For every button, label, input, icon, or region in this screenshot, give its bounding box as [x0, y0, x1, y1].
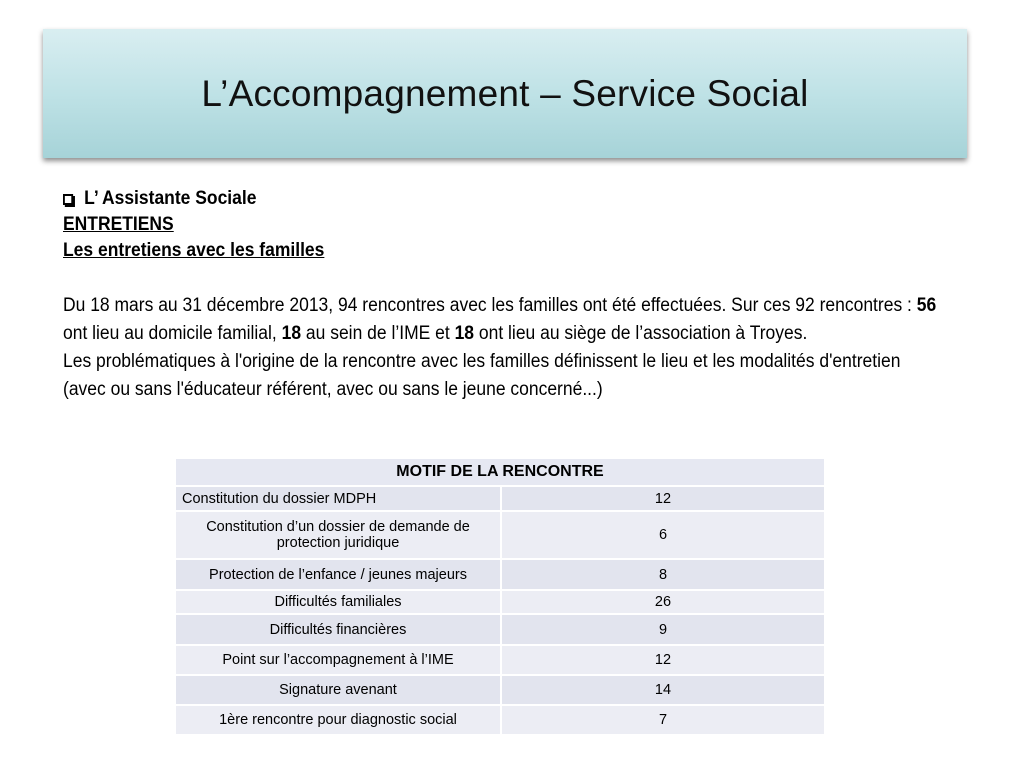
- bullet-label: L’ Assistante Sociale: [84, 188, 257, 209]
- row-value: 14: [501, 675, 825, 705]
- table-row: [175, 511, 825, 559]
- row-value: 26: [501, 590, 825, 614]
- row-value: 12: [501, 486, 825, 511]
- title-banner: [43, 29, 967, 158]
- content-area: [63, 186, 943, 404]
- table-row: [175, 675, 825, 705]
- page-title: L’Accompagnement – Service Social: [201, 72, 809, 114]
- count-ime: 18: [281, 323, 302, 344]
- paragraph-text-5: Les problématiques à l'origine de la rencontre avec les familles définissent le lieu et les modalités d'entretien (avec ou sans l'éducateur référent, avec ou sans le jeune concerné...): [63, 351, 901, 400]
- paragraph-text-4: ont lieu au siège de l’association à Troyes.: [474, 323, 808, 344]
- count-domicile: 56: [916, 295, 937, 316]
- checkbox-bullet-icon: [63, 194, 73, 205]
- table-row: [175, 705, 825, 735]
- heading-familles: Les entretiens avec les familles: [63, 240, 325, 261]
- row-value: 9: [501, 614, 825, 645]
- row-label: 1ère rencontre pour diagnostic social: [175, 705, 501, 735]
- row-label: Point sur l’accompagnement à l’IME: [175, 645, 501, 675]
- row-label: Signature avenant: [175, 675, 501, 705]
- row-value: 8: [501, 559, 825, 590]
- table-row: [175, 614, 825, 645]
- row-label: Difficultés familiales: [175, 590, 501, 614]
- row-label: Difficultés financières: [175, 614, 501, 645]
- paragraph-text-3: au sein de l’IME et: [301, 323, 455, 344]
- motif-table: [174, 457, 826, 736]
- body-paragraph: [63, 292, 946, 404]
- paragraph-text-2: ont lieu au domicile familial,: [63, 323, 282, 344]
- row-label: Protection de l’enfance / jeunes majeurs: [175, 559, 501, 590]
- table-row: [175, 486, 825, 511]
- heading-entretiens: ENTRETIENS: [63, 214, 174, 235]
- bullet-item: [63, 186, 873, 212]
- paragraph-text-1: Du 18 mars au 31 décembre 2013, 94 rencontres avec les familles ont été effectuées. Sur ces 92 rencontres :: [63, 295, 917, 316]
- row-label: Constitution du dossier MDPH: [175, 486, 501, 511]
- table-row: [175, 590, 825, 614]
- table-row: [175, 559, 825, 590]
- row-value: 7: [501, 705, 825, 735]
- row-value: 12: [501, 645, 825, 675]
- count-siege: 18: [454, 323, 475, 344]
- row-value: 6: [501, 511, 825, 559]
- table-row: [175, 645, 825, 675]
- table-header: MOTIF DE LA RENCONTRE: [175, 458, 825, 486]
- row-label: Constitution d’un dossier de demande de protection juridique: [175, 511, 501, 559]
